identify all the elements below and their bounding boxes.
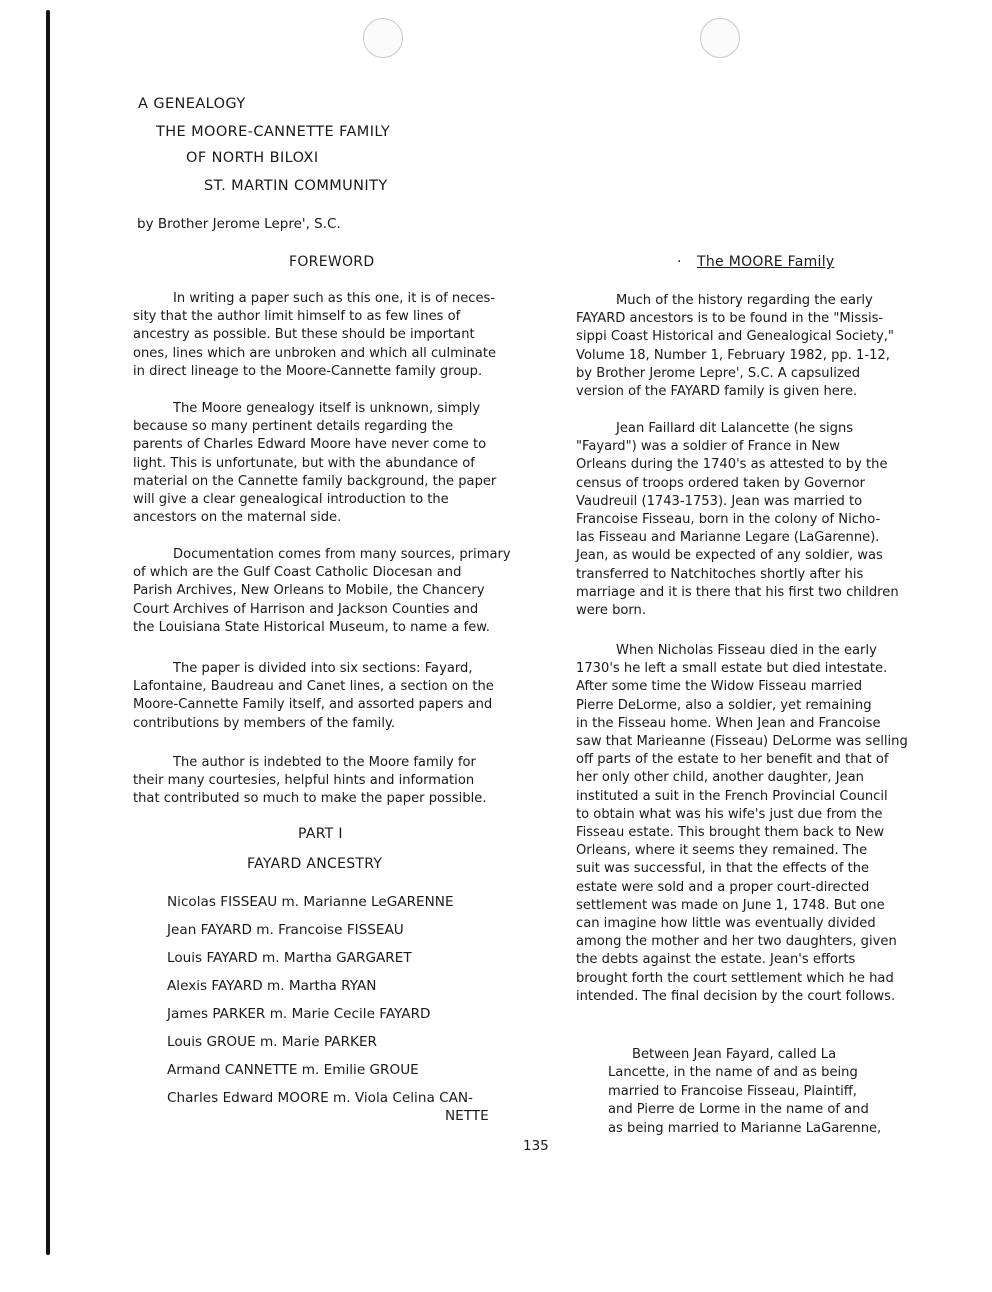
lineage-continuation: NETTE bbox=[445, 1108, 489, 1124]
title-line-1: A GENEALOGY bbox=[138, 96, 246, 112]
moore-paragraph-1: Much of the history regarding the early FAYARD ancestors is to be found in the "Missis- sippi Coast Historical and Genealogical Society," Volume 18, Number 1, February 1982, pp. 1-12, by Brother Jerome Lepre', S.C. A capsulized version of the FAYARD family is given here. bbox=[576, 293, 894, 400]
lineage-line: James PARKER m. Marie Cecile FAYARD bbox=[167, 1006, 431, 1022]
foreword-heading: FOREWORD bbox=[289, 254, 375, 270]
title-line-2: THE MOORE-CANNETTE FAMILY bbox=[156, 124, 391, 140]
foreword-paragraph-2: The Moore genealogy itself is unknown, simply because so many pertinent details regarding the parents of Charles Edward Moore have never come to light. This is unfortunate, but with the abundance of material on the Cannette family background, the paper will give a clear genealogical introduction to the ancestors on the maternal side. bbox=[133, 401, 497, 526]
lineage-line: Armand CANNETTE m. Emilie GROUE bbox=[167, 1062, 419, 1078]
foreword-paragraph-1: In writing a paper such as this one, it is of neces- sity that the author limit himself to as few lines of ancestry as possible. But these should be important ones, lines which are unbroken and which all culminate in direct lineage to the Moore-Cannette family group. bbox=[133, 291, 497, 379]
heading-bullet: · bbox=[677, 254, 682, 270]
part-heading: PART I bbox=[298, 826, 343, 842]
moore-paragraph-3: When Nicholas Fisseau died in the early 1730's he left a small estate but died intestate. After some time the Widow Fisseau married Pierre DeLorme, also a soldier, yet remaining in the Fisseau home. When Jean and Francoise saw that Marieanne (Fisseau) DeLorme was selling off parts of the estate to her benefit and that of her only other child, another daughter, Jean instituted a suit in the French Provincial Council to obtain what was his wife's just due from the Fisseau estate. This brought them back to New Orleans, where it seems they remained. The suit was successful, in that the effects of the estate were sold and a proper court-directed settlement was made on June 1, 1748. But one can imagine how little was eventually divided among the mother and her two daughters, given the debts against the estate. Jean's efforts brought forth the court settlement which he had intended. The final decision by the court follows. bbox=[576, 643, 908, 1004]
lineage-line: Charles Edward MOORE m. Viola Celina CAN- bbox=[167, 1090, 473, 1106]
page-number: 135 bbox=[523, 1138, 549, 1154]
lineage-line: Nicolas FISSEAU m. Marianne LeGARENNE bbox=[167, 894, 454, 910]
punch-hole-right bbox=[700, 18, 740, 58]
moore-paragraph-2: Jean Faillard dit Lalancette (he signs "Fayard") was a soldier of France in New Orleans during the 1740's as attested to by the census of troops ordered taken by Governor Vaudreuil (1743-1753). Jean was married to Francoise Fisseau, born in the colony of Nicho- las Fisseau and Marianne Legare (LaGarenne). Jean, as would be expected of any soldier, was transferred to Natchitoches shortly after his marriage and it is there that his first two children were born. bbox=[576, 421, 899, 619]
foreword-paragraph-4: The paper is divided into six sections: Fayard, Lafontaine, Baudreau and Canet lines, a section on the Moore-Cannette Family itself, and assorted papers and contributions by members of the family. bbox=[133, 661, 494, 731]
foreword-paragraph-5: The author is indebted to the Moore family for their many courtesies, helpful hints and information that contributed so much to make the paper possible. bbox=[133, 755, 487, 807]
foreword-paragraph-3: Documentation comes from many sources, primary of which are the Gulf Coast Catholic Diocesan and Parish Archives, New Orleans to Mobile, the Chancery Court Archives of Harrison and Jackson Counties and the Louisiana State Historical Museum, to name a few. bbox=[133, 547, 511, 635]
lineage-line: Louis GROUE m. Marie PARKER bbox=[167, 1034, 377, 1050]
lineage-line: Alexis FAYARD m. Martha RYAN bbox=[167, 978, 377, 994]
court-decision-quote: Between Jean Fayard, called La Lancette, in the name of and as being married to Francoise Fisseau, Plaintiff, and Pierre de Lorme in the name of and as being married to Marianne LaGarenne, bbox=[608, 1047, 882, 1136]
punch-hole-left bbox=[363, 18, 403, 58]
lineage-line: Louis FAYARD m. Martha GARGARET bbox=[167, 950, 412, 966]
title-line-4: ST. MARTIN COMMUNITY bbox=[204, 178, 388, 194]
part-subheading: FAYARD ANCESTRY bbox=[247, 856, 383, 872]
author-byline: by Brother Jerome Lepre', S.C. bbox=[137, 216, 341, 232]
moore-family-heading: The MOORE Family bbox=[697, 254, 835, 270]
lineage-line: Jean FAYARD m. Francoise FISSEAU bbox=[167, 922, 404, 938]
title-line-3: OF NORTH BILOXI bbox=[186, 150, 319, 166]
margin-rule bbox=[46, 10, 50, 1255]
